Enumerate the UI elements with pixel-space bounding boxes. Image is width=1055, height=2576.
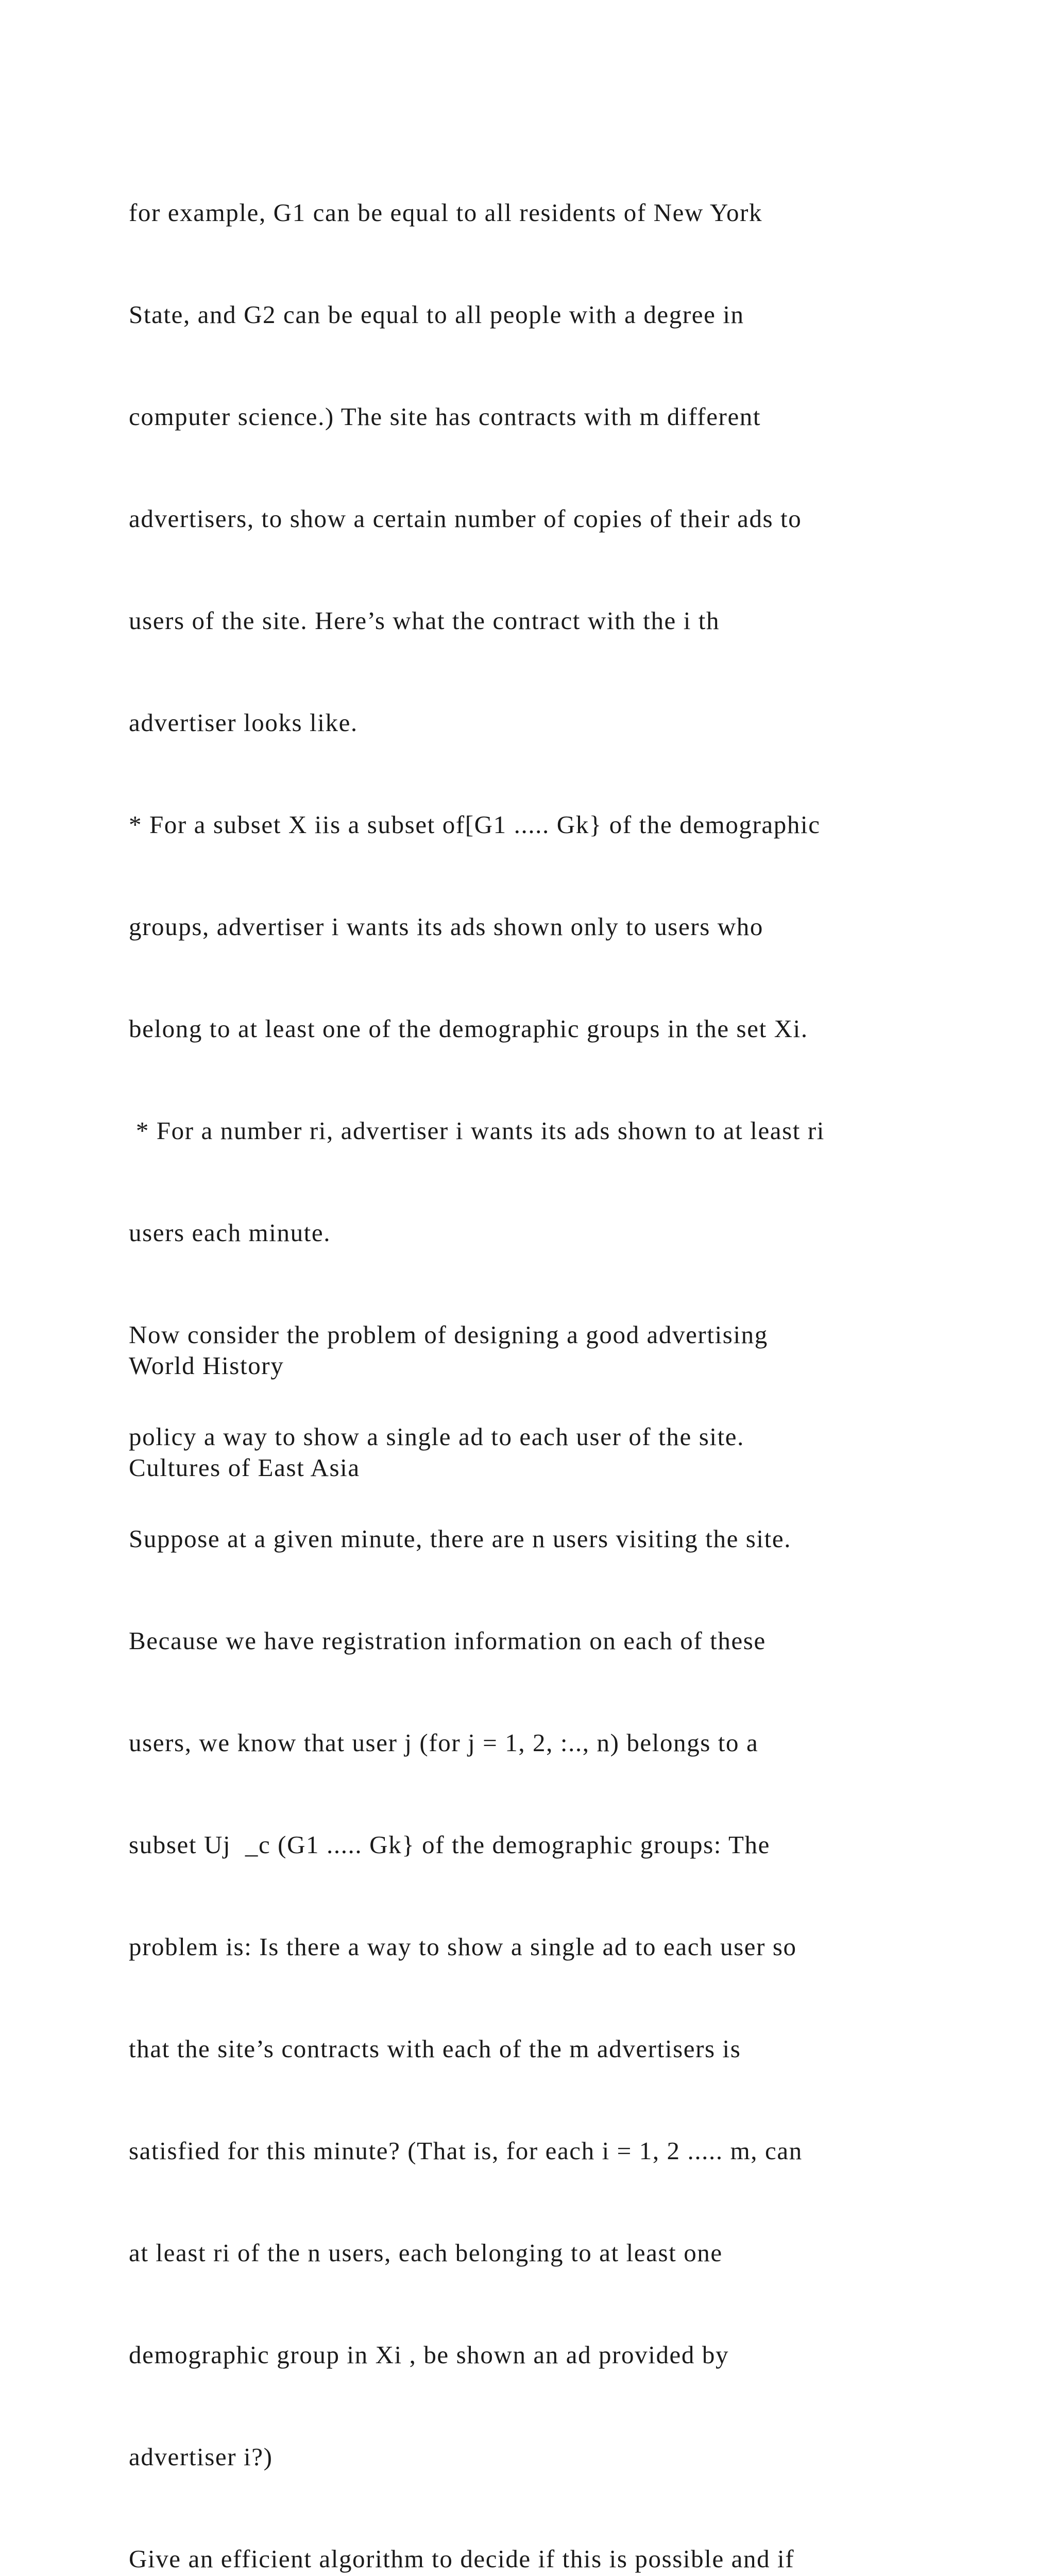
- text-line: State, and G2 can be equal to all people with a degree in: [129, 300, 744, 329]
- text-line: users, we know that user j (for j = 1, 2, :.., n) belongs to a: [129, 1728, 759, 1757]
- text-line: advertiser looks like.: [129, 708, 358, 737]
- text-line: belong to at least one of the demographic groups in the set Xi.: [129, 1014, 808, 1043]
- text-line: Now consider the problem of designing a good advertising: [129, 1320, 768, 1349]
- text-line: demographic group in Xi , be shown an ad provided by: [129, 2341, 729, 2369]
- footer-text: [129, 1281, 360, 1553]
- footer-subject: World History: [129, 1351, 284, 1380]
- bullet-line: * For a number ri, advertiser i wants its ads shown to at least ri: [129, 1116, 825, 1145]
- text-line: computer science.) The site has contracts with m different: [129, 402, 761, 431]
- text-line: Suppose at a given minute, there are n users visiting the site.: [129, 1524, 792, 1553]
- text-line: problem is: Is there a way to show a single ad to each user so: [129, 1933, 797, 1961]
- text-line: subset Uj _c (G1 ..... Gk} of the demographic groups: The: [129, 1831, 770, 1859]
- text-line: that the site’s contracts with each of the m advertisers is: [129, 2035, 741, 2063]
- text-line: Give an efficient algorithm to decide if this is possible and if: [129, 2545, 795, 2573]
- text-line: advertisers, to show a certain number of copies of their ads to: [129, 504, 802, 533]
- text-line: satisfied for this minute? (That is, for each i = 1, 2 ..... m, can: [129, 2137, 803, 2165]
- text-line: policy a way to show a single ad to each user of the site.: [129, 1422, 744, 1451]
- text-line: Because we have registration information on each of these: [129, 1626, 766, 1655]
- text-line: users each minute.: [129, 1218, 331, 1247]
- footer-topic: Cultures of East Asia: [129, 1453, 360, 1482]
- text-line: at least ri of the n users, each belonging to at least one: [129, 2239, 723, 2267]
- bullet-line: * For a subset X iis a subset of[G1 ..... Gk} of the demographic: [129, 810, 821, 839]
- text-line: groups, advertiser i wants its ads shown only to users who: [129, 912, 763, 941]
- text-line: users of the site. Here’s what the contract with the i th: [129, 606, 720, 635]
- text-line: for example, G1 can be equal to all residents of New York: [129, 198, 763, 227]
- text-line: advertiser i?): [129, 2443, 273, 2471]
